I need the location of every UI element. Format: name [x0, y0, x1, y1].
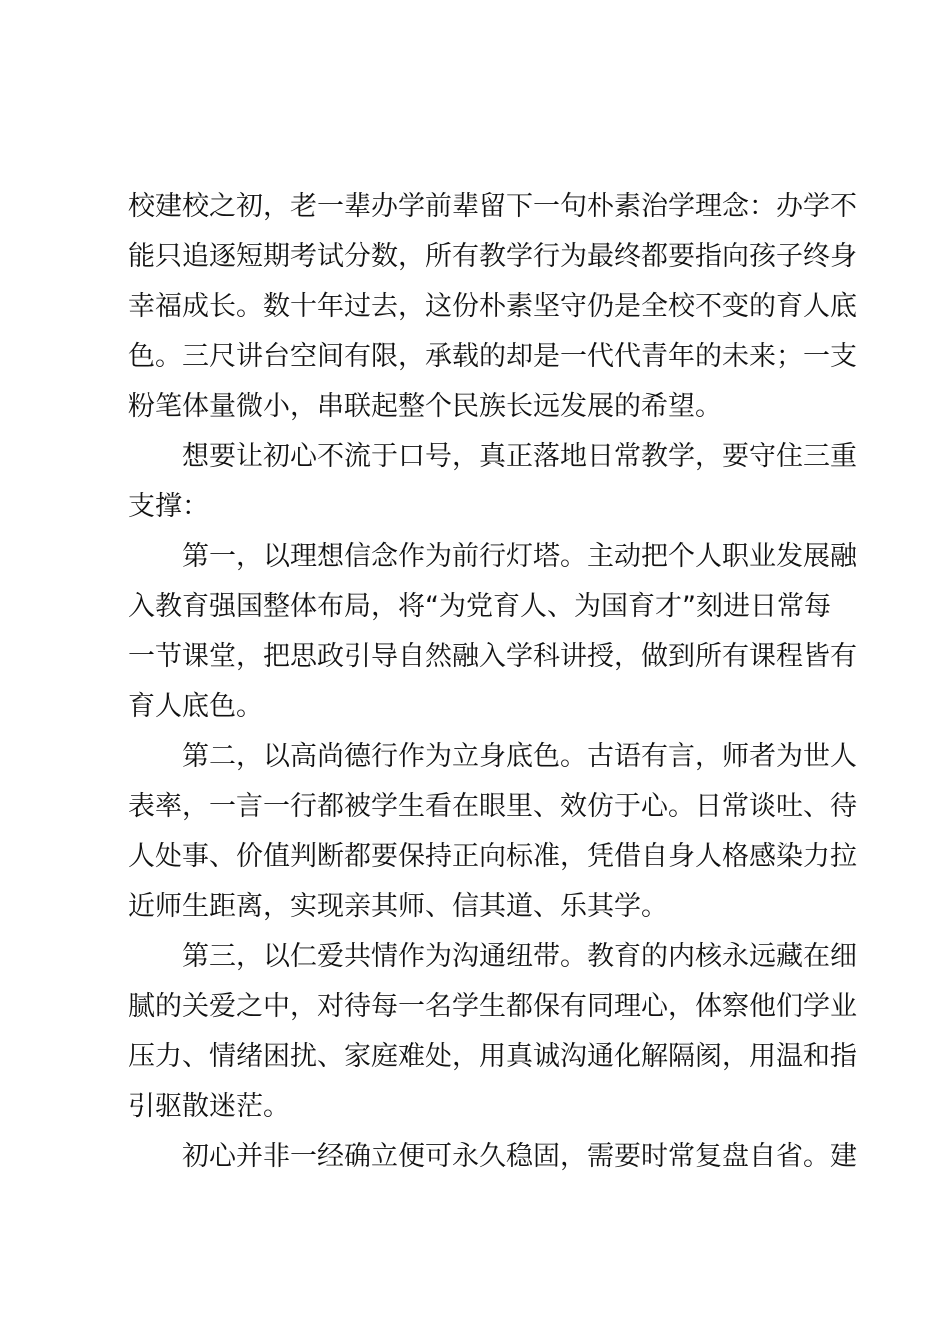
text-line: 育人底色。: [128, 691, 263, 722]
paragraph-6: [128, 1132, 857, 1182]
text-line: 初心并非一经确立便可永久稳固，需要时常复盘自省。建: [182, 1141, 857, 1172]
text-line: 第一，以理想信念作为前行灯塔。主动把个人职业发展融: [182, 541, 857, 572]
text-line: 粉笔体量微小，串联起整个民族长远发展的希望。: [128, 391, 722, 422]
document-body: [128, 182, 857, 1182]
paragraph-1: [128, 182, 857, 432]
text-line: 第三，以仁爱共情作为沟通纽带。教育的内核永远藏在细: [182, 941, 857, 972]
text-line: 腻的关爱之中，对待每一名学生都保有同理心，体察他们学业: [128, 991, 857, 1022]
text-line: 引驱散迷茫。: [128, 1091, 290, 1122]
paragraph-5: [128, 932, 857, 1132]
text-line: 能只追逐短期考试分数，所有教学行为最终都要指向孩子终身: [128, 241, 857, 272]
paragraph-3: [128, 532, 857, 732]
paragraph-4: [128, 732, 857, 932]
text-line: 校建校之初，老一辈办学前辈留下一句朴素治学理念：办学不: [128, 191, 857, 222]
text-line: 入教育强国整体布局，将“为党育人、为国育才”刻进日常每: [128, 591, 831, 622]
text-line: 幸福成长。数十年过去，这份朴素坚守仍是全校不变的育人底: [128, 291, 857, 322]
text-line: 人处事、价值判断都要保持正向标准，凭借自身人格感染力拉: [128, 841, 857, 872]
text-line: 色。三尺讲台空间有限，承载的却是一代代青年的未来；一支: [128, 341, 857, 372]
text-line: 一节课堂，把思政引导自然融入学科讲授，做到所有课程皆有: [128, 641, 857, 672]
text-line: 近师生距离，实现亲其师、信其道、乐其学。: [128, 891, 668, 922]
paragraph-2: [128, 432, 857, 532]
text-line: 支撑：: [128, 491, 209, 522]
text-line: 想要让初心不流于口号，真正落地日常教学，要守住三重: [182, 441, 857, 472]
text-line: 第二，以高尚德行作为立身底色。古语有言，师者为世人: [182, 741, 857, 772]
text-line: 压力、情绪困扰、家庭难处，用真诚沟通化解隔阂，用温和指: [128, 1041, 857, 1072]
text-line: 表率，一言一行都被学生看在眼里、效仿于心。日常谈吐、待: [128, 791, 857, 822]
